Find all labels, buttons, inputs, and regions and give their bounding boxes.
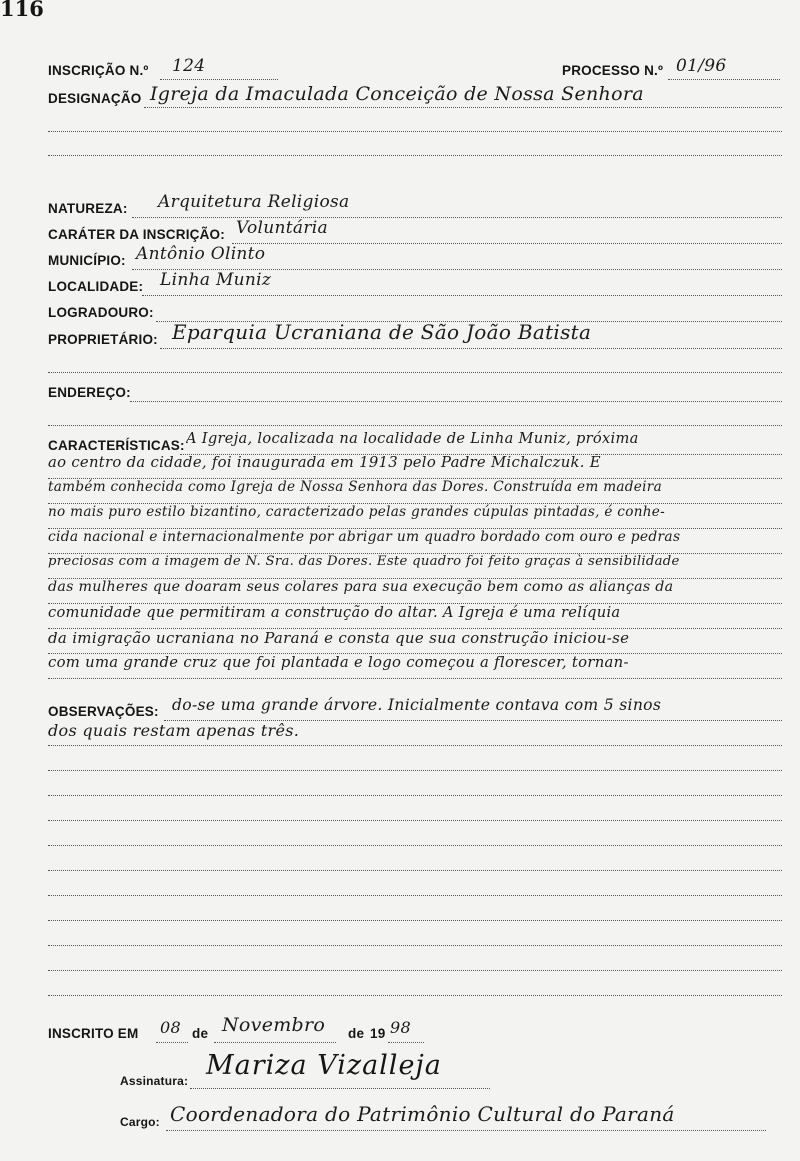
- designacao-line: [144, 107, 782, 108]
- month-line: [214, 1042, 336, 1043]
- blank-line: [48, 131, 782, 132]
- blank-line: [48, 820, 782, 821]
- assinatura-label: Assinatura:: [120, 1074, 189, 1088]
- designacao-label: DESIGNAÇÃO: [48, 91, 142, 106]
- page-number: 116: [0, 0, 44, 21]
- processo-line: [668, 79, 780, 80]
- designacao-value: Igreja da Imaculada Conceição de Nossa Senhora: [150, 83, 644, 105]
- caracteristicas-text-line: no mais puro estilo bizantino, caracterizado pelas grandes cúpulas pintadas, é conhe-: [48, 504, 666, 520]
- blank-line: [48, 425, 782, 426]
- year-suffix: 98: [390, 1018, 411, 1037]
- blank-line: [48, 870, 782, 871]
- month-value: Novembro: [222, 1014, 326, 1036]
- processo-value: 01/96: [676, 56, 727, 76]
- blank-line: [48, 970, 782, 971]
- natureza-label: NATUREZA:: [48, 201, 128, 216]
- blank-line: [48, 155, 782, 156]
- caracteristicas-text-line: da imigração ucraniana no Paraná e consta que sua construção iniciou-se: [48, 629, 630, 647]
- observacoes-text-line: dos quais restam apenas três.: [48, 721, 300, 740]
- logradouro-label: LOGRADOURO:: [48, 305, 154, 320]
- blank-line: [48, 845, 782, 846]
- inscricao-value: 124: [172, 56, 206, 76]
- observacoes-label: OBSERVAÇÕES:: [48, 704, 159, 719]
- localidade-value: Linha Muniz: [160, 270, 272, 290]
- endereco-line: [130, 401, 782, 402]
- municipio-value: Antônio Olinto: [136, 244, 266, 264]
- caracteristicas-text-line: das mulheres que doaram seus colares para sua execução bem como as alianças da: [48, 579, 674, 595]
- carater-line: [232, 243, 782, 244]
- cargo-line: [166, 1130, 766, 1131]
- text-line: [48, 745, 782, 746]
- inscricao-line: [160, 79, 278, 80]
- blank-line: [48, 795, 782, 796]
- caracteristicas-text-line: com uma grande cruz que foi plantada e logo começou a florescer, tornan-: [48, 654, 629, 671]
- caracteristicas-first-line: A Igreja, localizada na localidade de Linha Muniz, próxima: [186, 430, 639, 447]
- signature: Mariza Vizalleja: [206, 1050, 442, 1081]
- localidade-line: [142, 295, 782, 296]
- proprietario-value: Eparquia Ucraniana de São João Batista: [172, 320, 592, 344]
- cargo-label: Cargo:: [120, 1115, 160, 1129]
- day-value: 08: [160, 1018, 181, 1037]
- caracteristicas-text-line: preciosas com a imagem de N. Sra. das Dores. Este quadro foi feito graças à sensibilidade: [48, 554, 680, 569]
- cargo-value: Coordenadora do Patrimônio Cultural do Paraná: [170, 1102, 675, 1126]
- blank-line: [48, 895, 782, 896]
- caracteristicas-text-line: também conhecida como Igreja de Nossa Senhora das Dores. Construída em madeira: [48, 479, 663, 495]
- text-line: [48, 678, 782, 679]
- proprietario-label: PROPRIETÁRIO:: [48, 332, 158, 347]
- localidade-label: LOCALIDADE:: [48, 279, 144, 294]
- caracteristicas-label: CARACTERÍSTICAS:: [48, 438, 185, 453]
- blank-line: [48, 372, 782, 373]
- caracteristicas-text-line: cida nacional e internacionalmente por abrigar um quadro bordado com ouro e pedras: [48, 529, 681, 545]
- carater-label: CARÁTER DA INSCRIÇÃO:: [48, 227, 225, 242]
- inscrito-label: INSCRITO EM: [48, 1026, 139, 1041]
- natureza-value: Arquitetura Religiosa: [158, 192, 350, 212]
- year-prefix: 19: [370, 1026, 386, 1041]
- caracteristicas-text-line: ao centro da cidade, foi inaugurada em 1913 pelo Padre Michalczuk. É: [48, 454, 601, 471]
- proprietario-line: [160, 348, 782, 349]
- observacoes-first-line: do-se uma grande árvore. Inicialmente contava com 5 sinos: [172, 696, 662, 714]
- endereco-label: ENDEREÇO:: [48, 385, 131, 400]
- day-line: [156, 1042, 188, 1043]
- blank-line: [48, 945, 782, 946]
- carater-value: Voluntária: [236, 218, 328, 238]
- municipio-label: MUNICÍPIO:: [48, 253, 126, 268]
- year-line: [388, 1042, 424, 1043]
- caracteristicas-text-line: comunidade que permitiram a construção do altar. A Igreja é uma relíquia: [48, 604, 621, 621]
- inscricao-label: INSCRIÇÃO N.º: [48, 63, 149, 78]
- natureza-line: [132, 217, 782, 218]
- assinatura-line: [190, 1088, 490, 1089]
- de-label: de: [192, 1026, 209, 1041]
- blank-line: [48, 770, 782, 771]
- de-label: de: [348, 1026, 365, 1041]
- blank-line: [48, 920, 782, 921]
- blank-line: [48, 995, 782, 996]
- processo-label: PROCESSO N.º: [562, 63, 664, 78]
